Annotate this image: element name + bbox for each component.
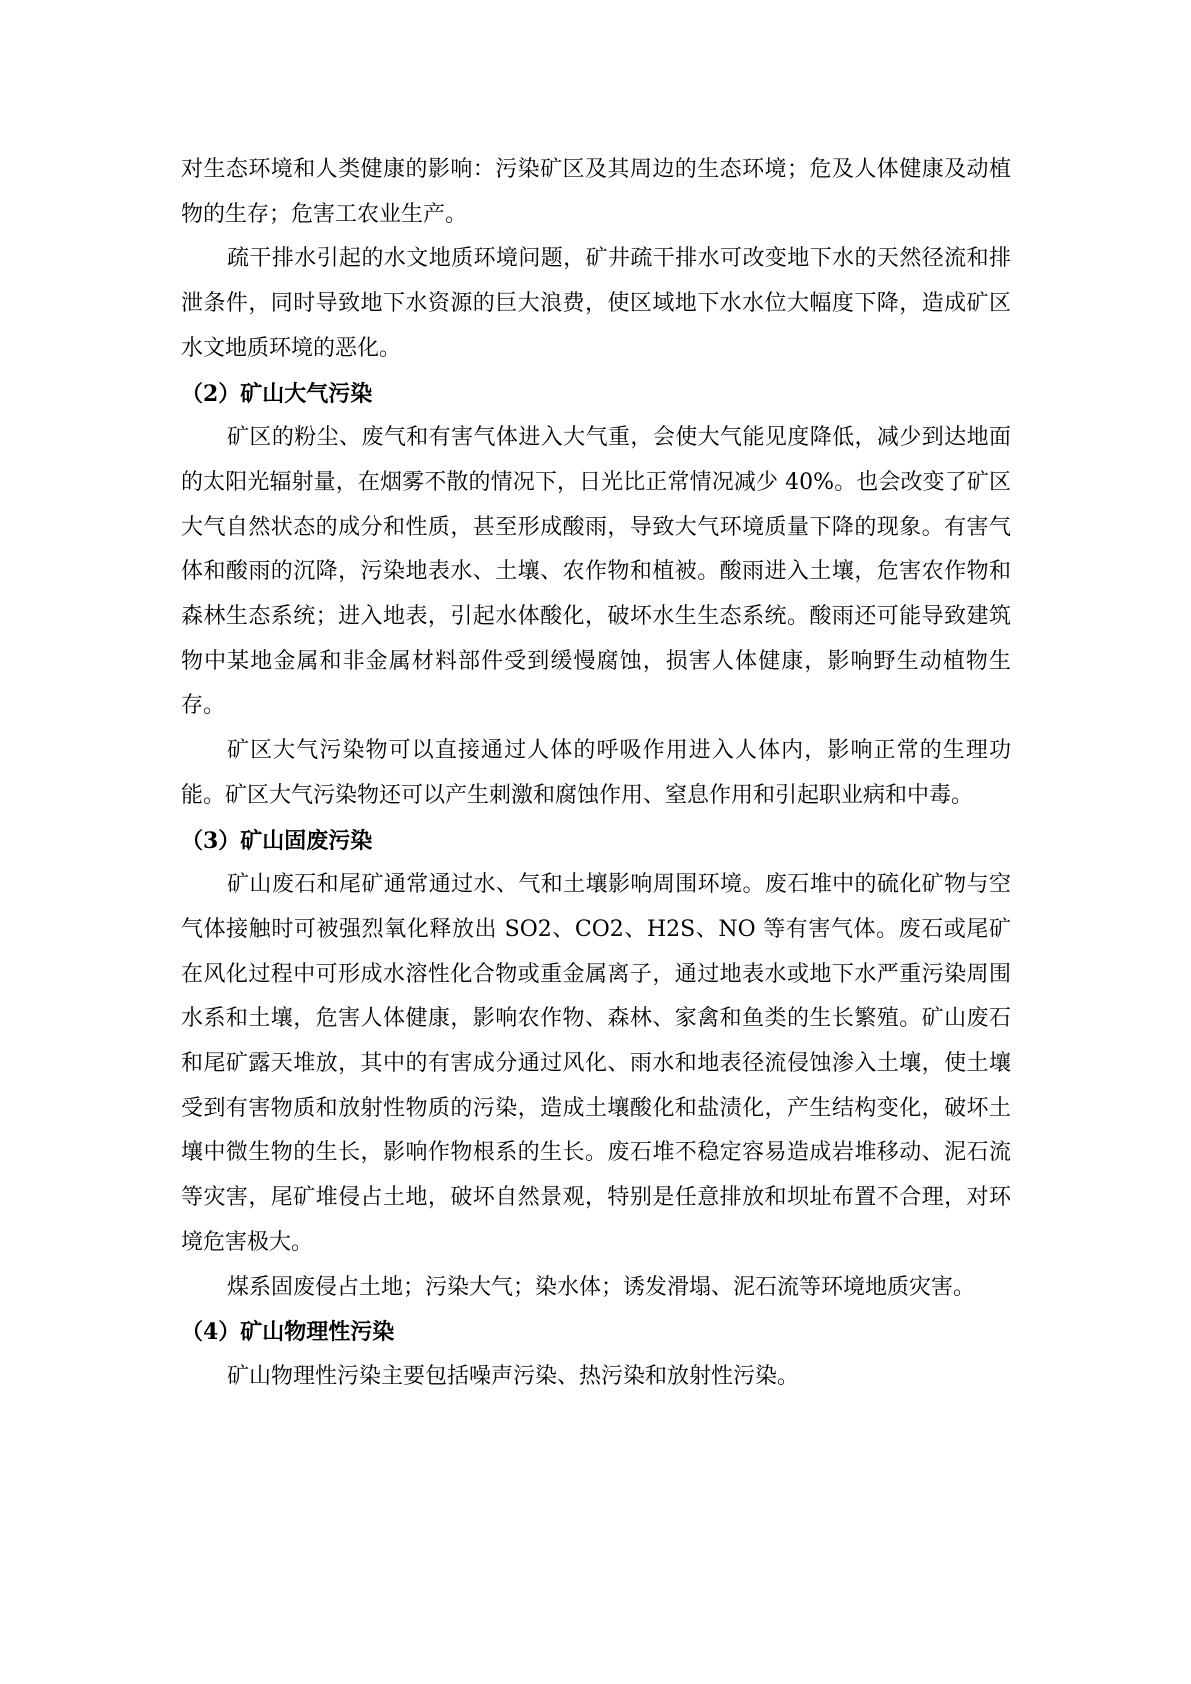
body-paragraph: 对生态环境和人类健康的影响：污染矿区及其周边的生态环境；危及人体健康及动植物的生存；危害工农业生产。 — [181, 157, 1011, 227]
body-paragraph: 矿山废石和尾矿通常通过水、气和土壤影响周围环境。废石堆中的硫化矿物与空气体接触时可被强烈氧化释放出 SO2、CO2、H2S、NO 等有害气体。废石或尾矿在风化过程中可形成水溶性化合物或重金属离子，通过地表水或地下水严重污染周围水系和土壤，危害人体健康，影响农作物、森林、家禽和鱼类的生长繁殖。矿山废石和尾矿露天堆放，其中的有害成分通过风化、雨水和地表径流侵蚀渗入土壤，使土壤受到有害物质和放射性物质的污染，造成土壤酸化和盐渍化，产生结构变化，破坏土壤中微生物的生长，影响作物根系的生长。废石堆不稳定容易造成岩堆移动、泥石流等灾害，尾矿堆侵占土地，破坏自然景观，特别是任意排放和坝址布置不合理，对环境危害极大。 — [181, 872, 1011, 1255]
section-heading: （3）矿山固废污染 — [181, 827, 373, 854]
body-paragraph: 矿山物理性污染主要包括噪声污染、热污染和放射性污染。 — [227, 1363, 800, 1389]
section-heading: （2）矿山大气污染 — [181, 380, 373, 407]
section-heading: （4）矿山物理性污染 — [181, 1319, 395, 1346]
body-paragraph: 矿区大气污染物可以直接通过人体的呼吸作用进入人体内，影响正常的生理功能。矿区大气污染物还可以产生刺激和腐蚀作用、窒息作用和引起职业病和中毒。 — [181, 738, 1011, 808]
body-paragraph: 疏干排水引起的水文地质环境问题，矿井疏干排水可改变地下水的天然径流和排泄条件，同时导致地下水资源的巨大浪费，使区域地下水水位大幅度下降，造成矿区水文地质环境的恶化。 — [181, 246, 1011, 361]
document-page — [181, 148, 1011, 1400]
body-paragraph: 矿区的粉尘、废气和有害气体进入大气重，会使大气能见度降低，减少到达地面的太阳光辐射量，在烟雾不散的情况下，日光比正常情况减少 40%。也会改变了矿区大气自然状态的成分和性质，甚至形成酸雨，导致大气环境质量下降的现象。有害气体和酸雨的沉降，污染地表水、土壤、农作物和植被。酸雨进入土壤，危害农作物和森林生态系统；进入地表，引起水体酸化，破坏水生生态系统。酸雨还可能导致建筑物中某地金属和非金属材料部件受到缓慢腐蚀，损害人体健康，影响野生动植物生存。 — [181, 425, 1011, 719]
body-paragraph: 煤系固废侵占土地；污染大气；染水体；诱发滑塌、泥石流等环境地质灾害。 — [227, 1274, 976, 1300]
